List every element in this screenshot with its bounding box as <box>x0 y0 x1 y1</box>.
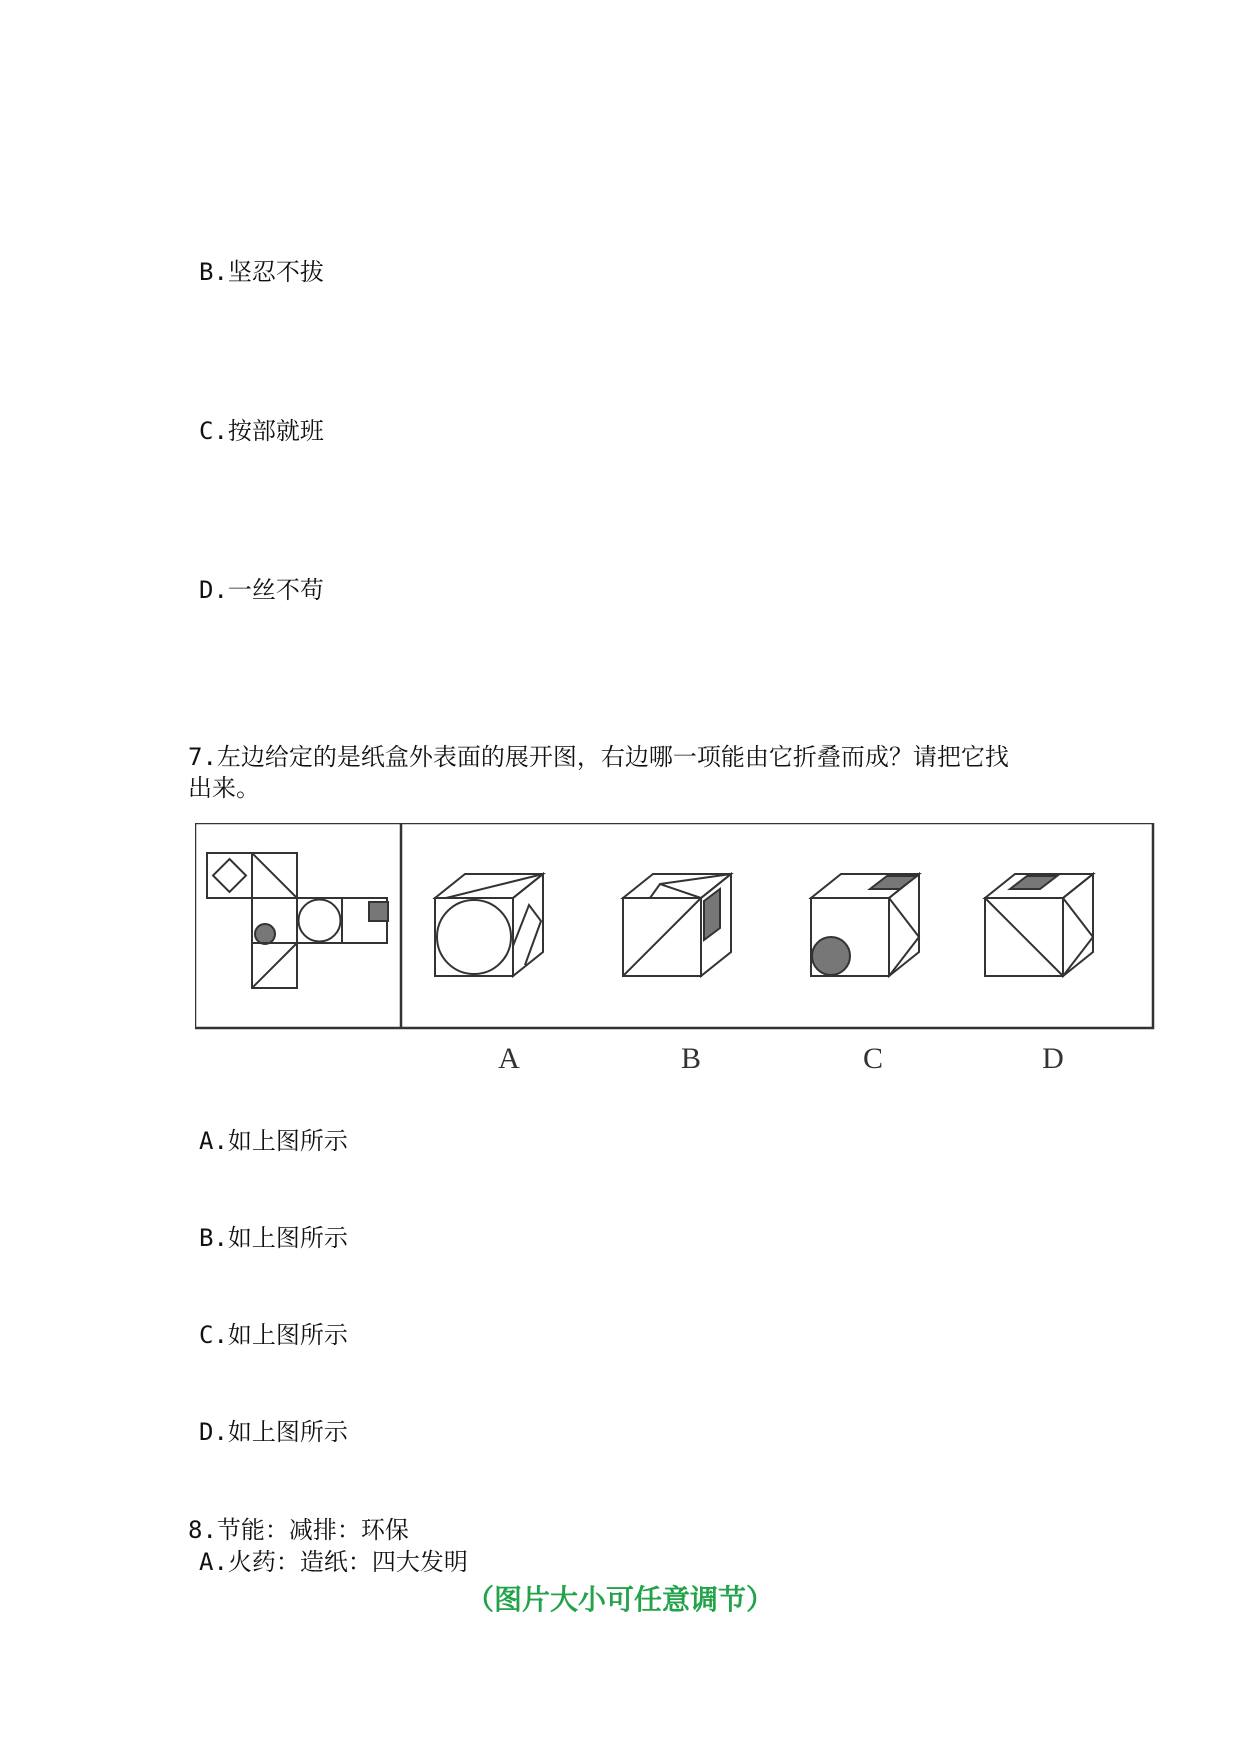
q7-option-d: D.如上图所示 <box>199 1418 348 1446</box>
q7-option-b: B.如上图所示 <box>199 1224 348 1252</box>
figure-label-d: D <box>1042 1042 1064 1075</box>
footer-note: （图片大小可任意调节） <box>465 1583 774 1616</box>
question-7-line-2: 出来。 <box>188 774 260 802</box>
q7-option-a: A.如上图所示 <box>199 1127 348 1155</box>
figure-label-a: A <box>498 1042 520 1075</box>
cube-net <box>207 853 388 988</box>
cube-d <box>985 874 1093 976</box>
cube-b <box>623 874 731 976</box>
question-8-stem: 8.节能：减排：环保 <box>188 1516 409 1544</box>
figure-label-c: C <box>862 1042 884 1075</box>
option-d-prev: D.一丝不苟 <box>199 576 324 604</box>
question-7-stem <box>188 742 1068 804</box>
option-c-prev: C.按部就班 <box>199 417 324 445</box>
cube-c <box>811 874 919 976</box>
cube-a <box>435 874 543 976</box>
question-7-line-1: 7.左边给定的是纸盒外表面的展开图，右边哪一项能由它折叠而成？请把它找 <box>188 743 1009 771</box>
q7-option-c: C.如上图所示 <box>199 1321 348 1349</box>
question-8-option-a: A.火药：造纸：四大发明 <box>199 1548 468 1576</box>
cube-folding-figure <box>195 823 1155 1083</box>
option-b-prev: B.坚忍不拔 <box>199 258 324 286</box>
figure-label-b: B <box>680 1042 702 1075</box>
